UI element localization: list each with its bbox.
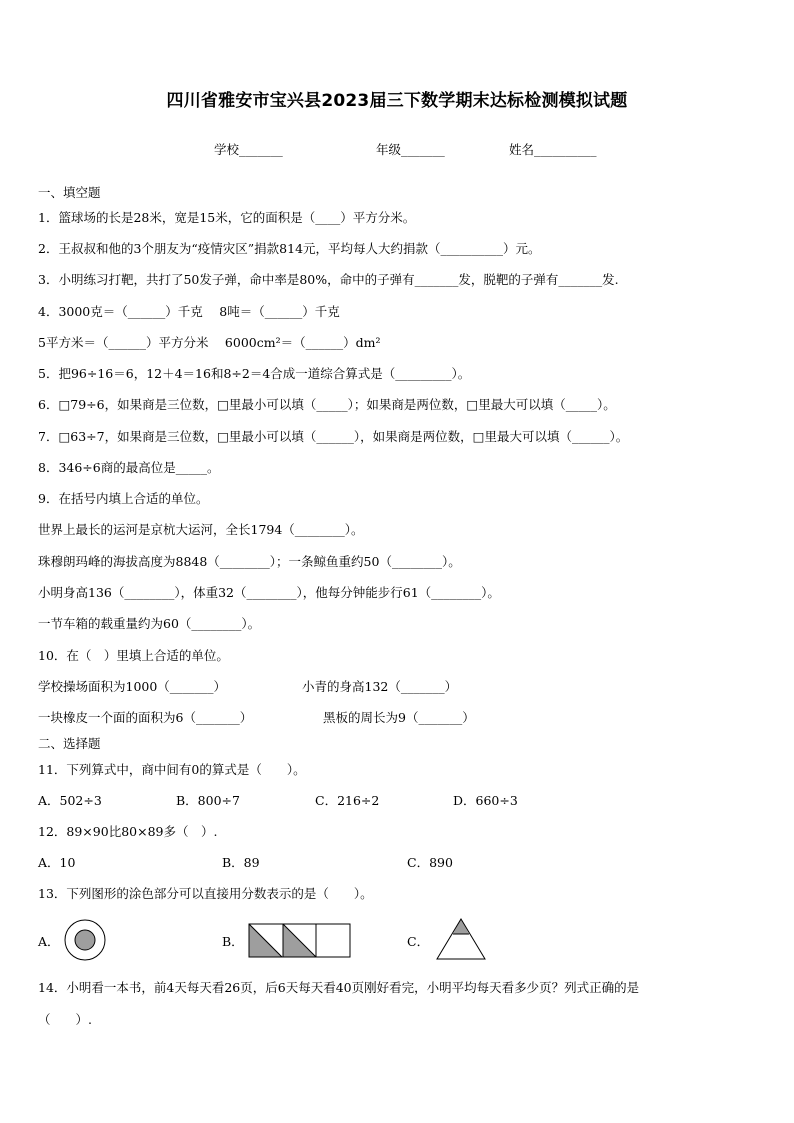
question-14: 14．小明看一本书，前4天每天看26页，后6天每天看40页刚好看完，小明平均每天看多少页？列式正确的是 [38, 980, 640, 995]
question-4a: 4．3000克＝（______）千克 8吨＝（______）千克 [38, 304, 340, 319]
shaded-squares-figure [248, 923, 352, 958]
question-7: 7．□63÷7，如果商是三位数，□里最小可以填（______），如果商是两位数，□里最大可以填（______）。 [38, 429, 629, 444]
question-11-option-a: A．502÷3 [38, 793, 102, 808]
question-4b: 5平方米＝（______）平方分米 6000cm²＝（______）dm² [38, 335, 381, 350]
question-11-option-d: D．660÷3 [453, 793, 518, 808]
question-14-answer-blank: （ ）. [38, 1012, 92, 1027]
question-13-option-a: A． [38, 934, 60, 949]
section-multiple-choice: 二、选择题 [38, 736, 101, 751]
question-11-option-b: B．800÷7 [176, 793, 240, 808]
question-9-item-3: 小明身高136（________），体重32（________），他每分钟能步行61（________）。 [38, 585, 500, 600]
question-13: 13．下列图形的涂色部分可以直接用分数表示的是（ ）。 [38, 886, 373, 901]
question-10-item-3: 一块橡皮一个面的面积为6（_______） [38, 710, 253, 725]
question-9-item-1: 世界上最长的运河是京杭大运河，全长1794（________）。 [38, 522, 364, 537]
question-13-option-b: B． [222, 934, 244, 949]
question-11: 11．下列算式中，商中间有0的算式是（ ）。 [38, 762, 306, 777]
school-field: 学校_______ [214, 142, 283, 157]
question-2: 2．王叔叔和他的3个朋友为“疫情灾区”捐款814元，平均每人大约捐款（__________）元。 [38, 241, 541, 256]
shaded-triangle-figure [435, 917, 487, 961]
question-12-option-c: C．890 [407, 855, 453, 870]
name-field: 姓名__________ [509, 142, 597, 157]
question-9: 9．在括号内填上合适的单位。 [38, 491, 209, 506]
question-9-item-2: 珠穆朗玛峰的海拔高度为8848（________）；一条鲸鱼重约50（________）。 [38, 554, 461, 569]
question-5: 5．把96÷16＝6，12＋4＝16和8÷2＝4合成一道综合算式是（_________）。 [38, 366, 471, 381]
question-1: 1．篮球场的长是28米，宽是15米，它的面积是（____）平方分米。 [38, 210, 416, 225]
question-10-item-1: 学校操场面积为1000（_______） [38, 679, 227, 694]
grade-field: 年级_______ [376, 142, 445, 157]
question-9-item-4: 一节车箱的载重量约为60（________）。 [38, 616, 261, 631]
concentric-circles-figure [63, 918, 107, 962]
question-10-item-4: 黑板的周长为9（_______） [323, 710, 475, 725]
question-12: 12．89×90比80×89多（ ）. [38, 824, 218, 839]
question-10-item-2: 小青的身高132（_______） [302, 679, 458, 694]
question-10: 10．在（ ）里填上合适的单位。 [38, 648, 229, 663]
question-12-option-a: A．10 [38, 855, 76, 870]
question-13-option-c: C． [407, 934, 430, 949]
section-fill-in: 一、填空题 [38, 185, 101, 200]
question-8: 8．346÷6商的最高位是_____。 [38, 460, 220, 475]
question-6: 6．□79÷6，如果商是三位数，□里最小可以填（_____）；如果商是两位数，□里最大可以填（_____）。 [38, 397, 616, 412]
question-11-option-c: C．216÷2 [315, 793, 380, 808]
page-title: 四川省雅安市宝兴县2023届三下数学期末达标检测模拟试题 [166, 91, 628, 111]
question-12-option-b: B．89 [222, 855, 260, 870]
question-3: 3．小明练习打靶，共打了50发子弹，命中率是80%，命中的子弹有_______发，脱靶的子弹有_______发. [38, 272, 619, 287]
